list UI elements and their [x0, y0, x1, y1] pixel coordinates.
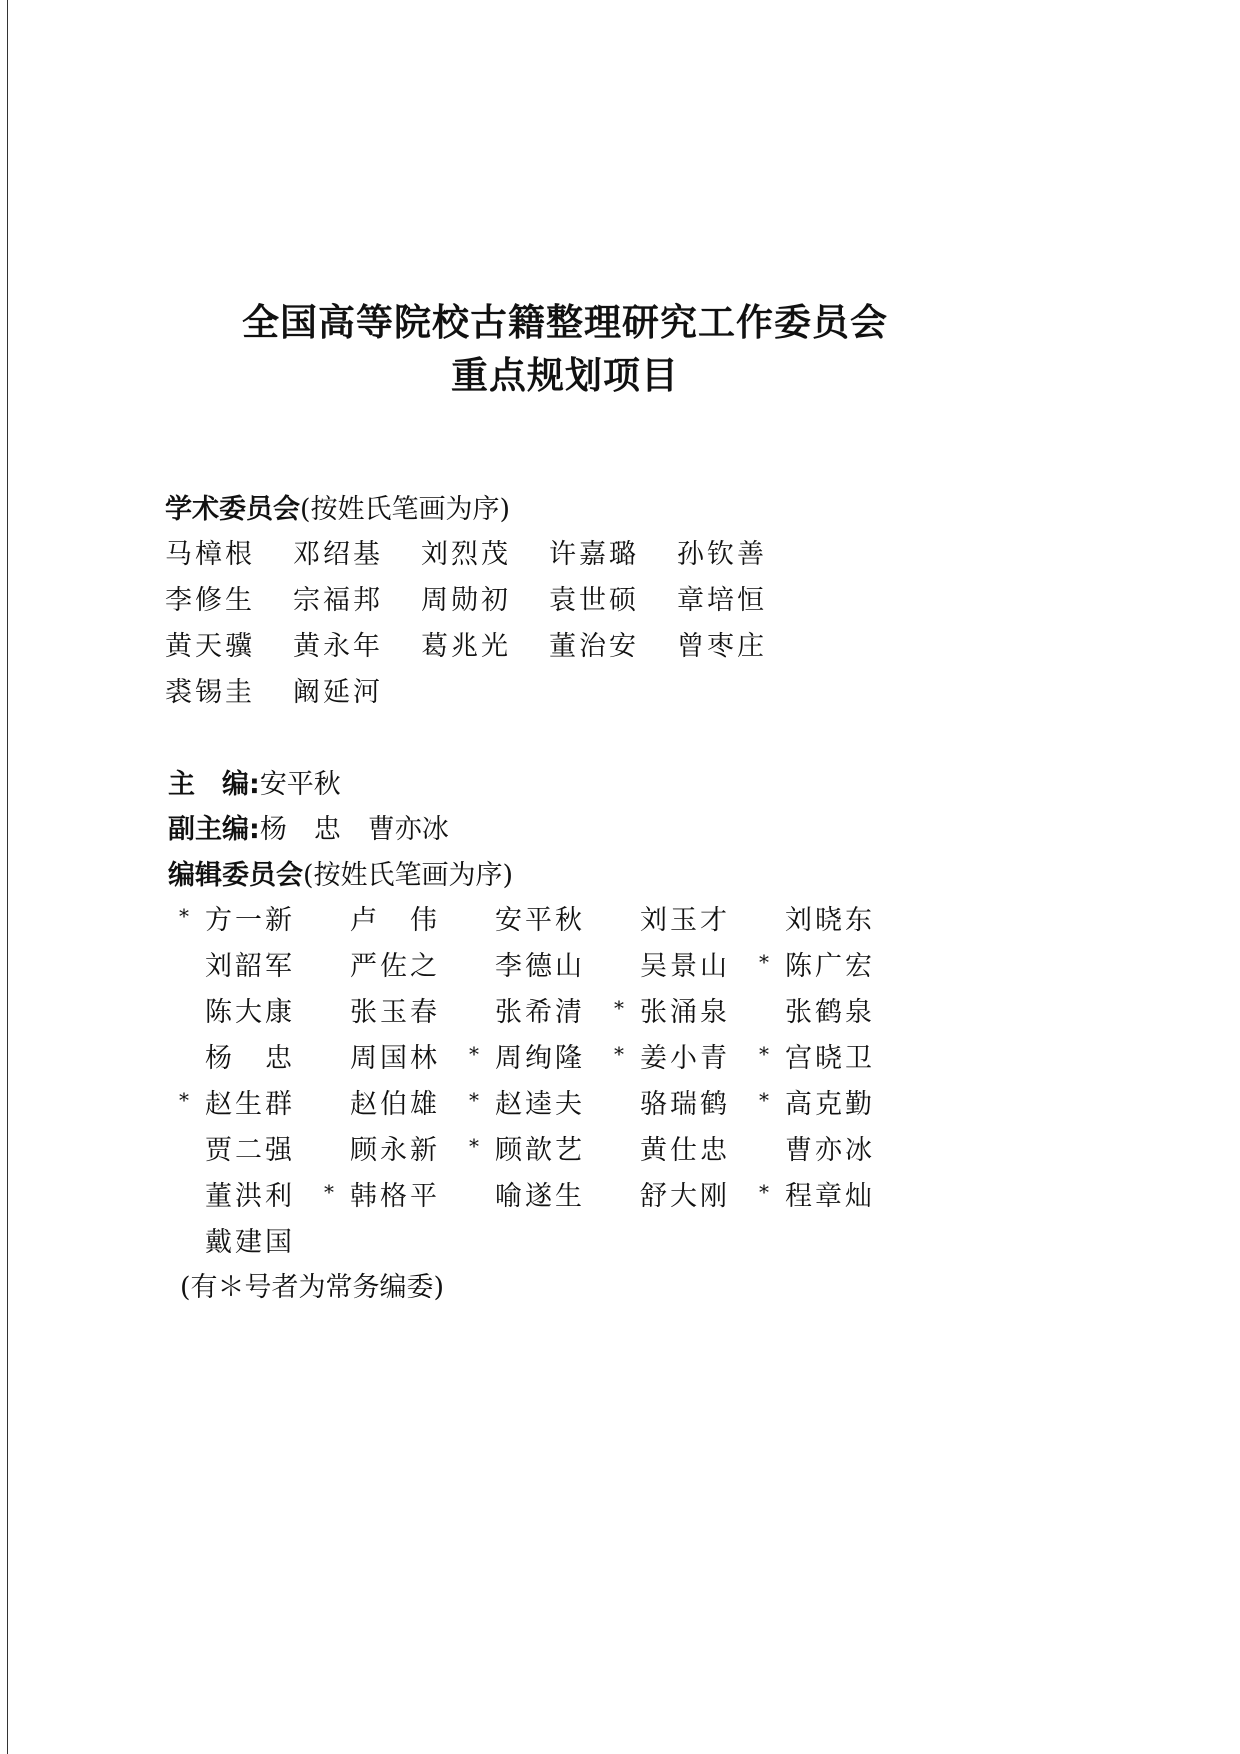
editorial-member: 杨 忠: [205, 1043, 295, 1074]
editorial-member: 刘韶军: [205, 951, 295, 982]
academic-member: 章培恒: [677, 585, 767, 616]
editorial-member: 赵逵夫: [495, 1089, 585, 1120]
editorial-order-note: (按姓氏笔画为序): [303, 860, 514, 891]
editorial-member: 严佐之: [350, 951, 440, 982]
academic-member: 阚延河: [293, 677, 383, 708]
editorial-member: 韩格平: [350, 1181, 440, 1212]
editorial-member: 卢 伟: [350, 905, 440, 936]
academic-member: 黄永年: [293, 631, 383, 662]
deputy-editor-line: [168, 807, 449, 846]
editorial-member: 赵伯雄: [350, 1089, 440, 1120]
editorial-footnote: (有＊号者为常务编委): [180, 1272, 445, 1303]
editorial-member: 张希清: [495, 997, 585, 1028]
academic-member: 周勋初: [421, 585, 511, 616]
academic-member: 李修生: [165, 585, 255, 616]
editorial-member: 张涌泉: [640, 997, 730, 1028]
deputy-editor-names: 杨 忠 曹亦冰: [259, 814, 449, 845]
chief-editor-label: 主 编:: [168, 769, 260, 800]
editorial-member: 刘玉才: [640, 905, 730, 936]
academic-member: 黄天骥: [165, 631, 255, 662]
editorial-member: 刘晓东: [785, 905, 875, 936]
deputy-editor-label: 副主编:: [168, 814, 260, 845]
academic-committee-heading: [165, 487, 510, 526]
academic-member: 许嘉璐: [549, 539, 639, 570]
academic-member: 邓绍基: [293, 539, 383, 570]
editorial-member: 张鹤泉: [785, 997, 875, 1028]
standing-member-star-icon: *: [759, 950, 769, 974]
editorial-heading-text: 编辑委员会: [168, 860, 303, 891]
standing-member-star-icon: *: [324, 1180, 334, 1204]
academic-member: 刘烈茂: [421, 539, 511, 570]
standing-member-star-icon: *: [759, 1042, 769, 1066]
academic-member: 袁世硕: [549, 585, 639, 616]
academic-member: 裘锡圭: [165, 677, 255, 708]
academic-heading-text: 学术委员会: [165, 494, 300, 525]
page-edge-line: [7, 0, 8, 1754]
chief-editor-names: 安平秋: [259, 769, 341, 800]
standing-member-star-icon: *: [469, 1134, 479, 1158]
editorial-member: 周国林: [350, 1043, 440, 1074]
editorial-member: 顾永新: [350, 1135, 440, 1166]
editorial-member: 陈大康: [205, 997, 295, 1028]
academic-member: 宗福邦: [293, 585, 383, 616]
academic-member: 曾枣庄: [677, 631, 767, 662]
editorial-member: 吴景山: [640, 951, 730, 982]
editorial-member: 张玉春: [350, 997, 440, 1028]
editorial-member: 黄仕忠: [640, 1135, 730, 1166]
title-line-2: 重点规划项目: [451, 354, 679, 397]
standing-member-star-icon: *: [759, 1180, 769, 1204]
editorial-member: 贾二强: [205, 1135, 295, 1166]
standing-member-star-icon: *: [179, 1088, 189, 1112]
academic-order-note: (按姓氏笔画为序): [300, 494, 511, 525]
editorial-committee-heading: [168, 853, 513, 892]
chief-editor-line: [168, 762, 341, 801]
editorial-member: 方一新: [205, 905, 295, 936]
editorial-member: 喻遂生: [495, 1181, 585, 1212]
academic-member: 马樟根: [165, 539, 255, 570]
standing-member-star-icon: *: [614, 1042, 624, 1066]
editorial-member: 舒大刚: [640, 1181, 730, 1212]
editorial-member: 赵生群: [205, 1089, 295, 1120]
standing-member-star-icon: *: [469, 1042, 479, 1066]
editorial-member: 曹亦冰: [785, 1135, 875, 1166]
standing-member-star-icon: *: [759, 1088, 769, 1112]
editorial-member: 戴建国: [205, 1227, 295, 1258]
editorial-member: 安平秋: [495, 905, 585, 936]
standing-member-star-icon: *: [469, 1088, 479, 1112]
title-line-1: 全国高等院校古籍整理研究工作委员会: [242, 301, 888, 344]
editorial-member: 李德山: [495, 951, 585, 982]
standing-member-star-icon: *: [614, 996, 624, 1020]
academic-member: 葛兆光: [421, 631, 511, 662]
editorial-member: 高克勤: [785, 1089, 875, 1120]
editorial-member: 宫晓卫: [785, 1043, 875, 1074]
academic-member: 董治安: [549, 631, 639, 662]
editorial-member: 陈广宏: [785, 951, 875, 982]
editorial-member: 骆瑞鹤: [640, 1089, 730, 1120]
editorial-member: 周绚隆: [495, 1043, 585, 1074]
editorial-member: 姜小青: [640, 1043, 730, 1074]
standing-member-star-icon: *: [179, 904, 189, 928]
academic-member: 孙钦善: [677, 539, 767, 570]
editorial-member: 顾歆艺: [495, 1135, 585, 1166]
editorial-member: 程章灿: [785, 1181, 875, 1212]
editorial-member: 董洪利: [205, 1181, 295, 1212]
